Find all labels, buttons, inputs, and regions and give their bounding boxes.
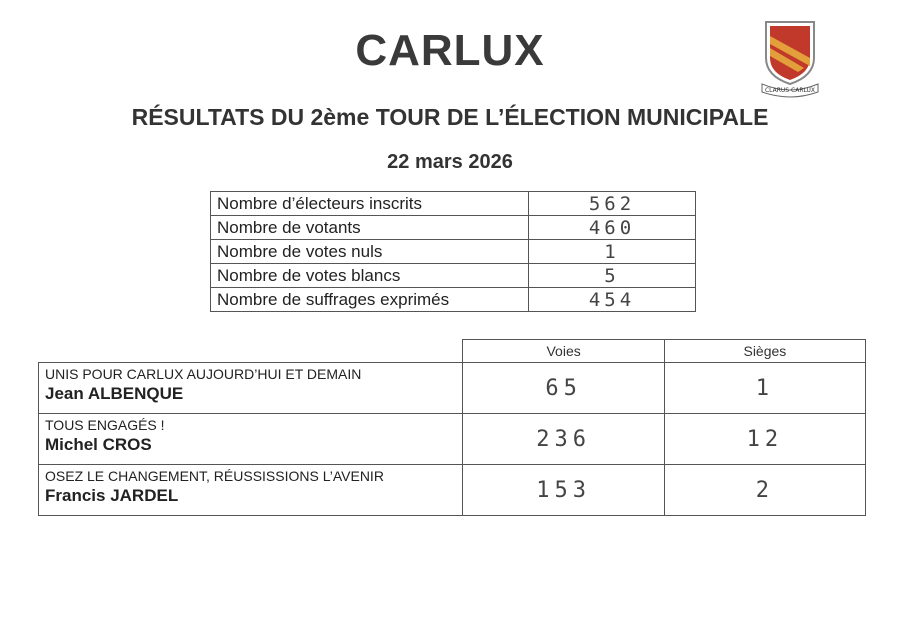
table-row (211, 216, 696, 240)
candidate-name: Michel CROS (45, 435, 152, 454)
list-name: TOUS ENGAGÉS ! (45, 417, 165, 433)
election-date: 22 mars 2026 (387, 151, 513, 173)
column-header-sieges: Sièges (664, 340, 865, 363)
stat-label: Nombre de votants (211, 216, 529, 240)
stat-label: Nombre de votes nuls (211, 240, 529, 264)
results-heading: RÉSULTATS DU 2ème TOUR DE L’ÉLECTION MUNICIPALE (131, 104, 769, 130)
table-row (39, 414, 866, 465)
turnout-table (210, 191, 696, 312)
table-row (211, 192, 696, 216)
stat-value: 5 (529, 264, 696, 288)
seats-value: 2 (664, 465, 865, 516)
table-row (39, 465, 866, 516)
table-row (211, 264, 696, 288)
seats-value: 1 (664, 363, 865, 414)
town-crest-logo (758, 18, 822, 100)
stat-value: 1 (529, 240, 696, 264)
stat-value: 454 (529, 288, 696, 312)
candidate-name: Jean ALBENQUE (45, 384, 184, 403)
table-row (211, 240, 696, 264)
table-row (39, 363, 866, 414)
votes-value: 236 (463, 414, 664, 465)
coat-of-arms-icon (758, 18, 822, 100)
stat-label: Nombre d’électeurs inscrits (211, 192, 529, 216)
votes-value: 65 (463, 363, 664, 414)
page-title: CARLUX (355, 26, 545, 75)
table-row (211, 288, 696, 312)
column-header-voies: Voies (463, 340, 664, 363)
stat-value: 562 (529, 192, 696, 216)
stat-label: Nombre de votes blancs (211, 264, 529, 288)
list-name: OSEZ LE CHANGEMENT, RÉUSSISSIONS L’AVENIR (45, 468, 384, 484)
seats-value: 12 (664, 414, 865, 465)
results-table (38, 339, 866, 516)
stat-value: 460 (529, 216, 696, 240)
table-header-row (39, 340, 866, 363)
svg-text:CLARUS CARLUX: CLARUS CARLUX (764, 87, 816, 94)
list-name: UNIS POUR CARLUX AUJOURD’HUI ET DEMAIN (45, 366, 362, 382)
stat-label: Nombre de suffrages exprimés (211, 288, 529, 312)
candidate-name: Francis JARDEL (45, 486, 179, 505)
votes-value: 153 (463, 465, 664, 516)
